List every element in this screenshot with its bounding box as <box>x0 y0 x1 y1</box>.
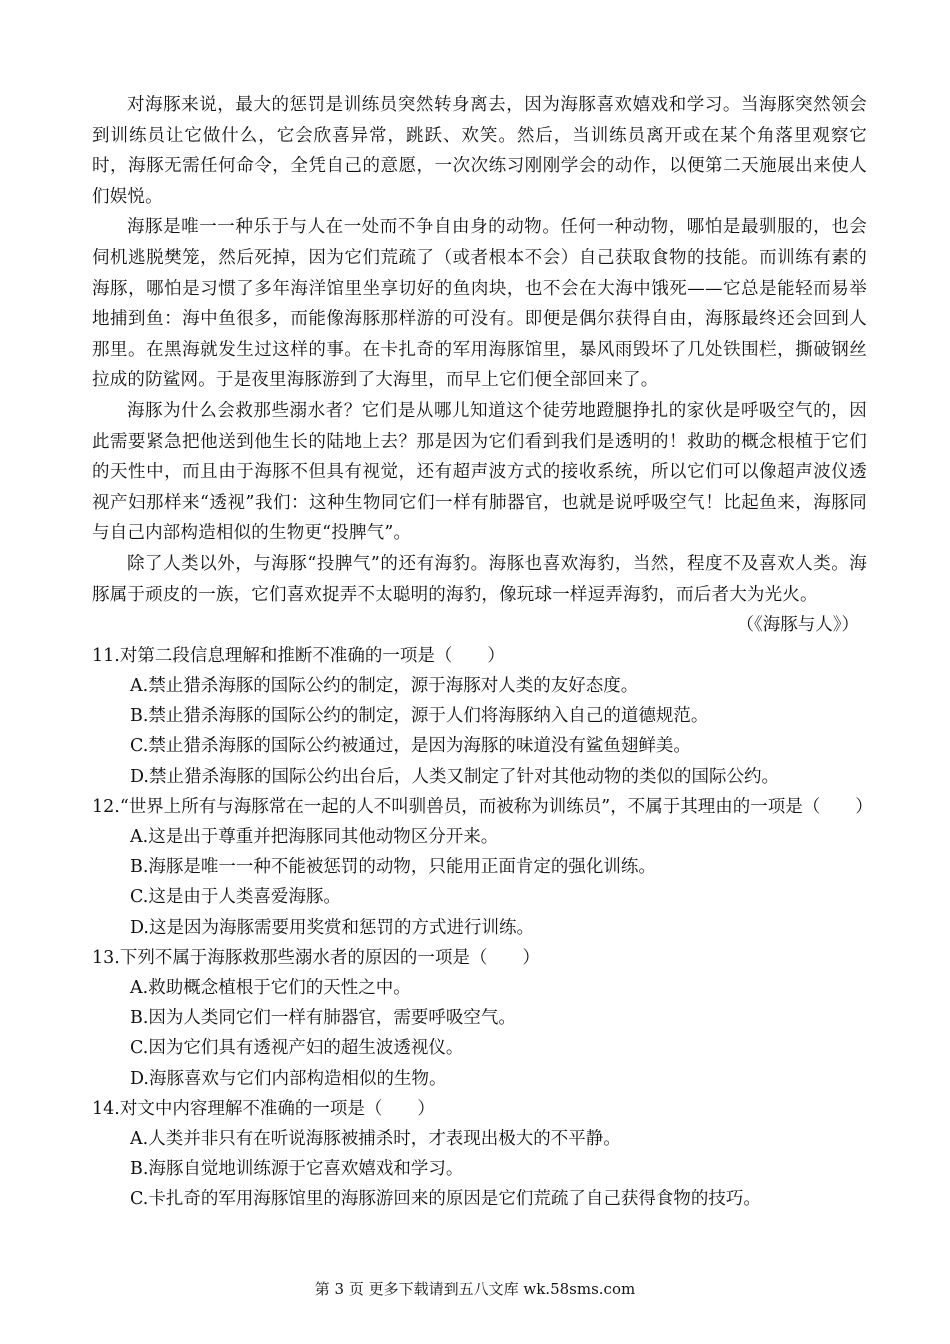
article-paragraph-2: 海豚是唯一一种乐于与人在一处而不争自由身的动物。任何一种动物，哪怕是最驯服的，也会伺机逃脱樊笼，然后死掉，因为它们荒疏了（或者根本不会）自己获取食物的技能。而训练有素的海豚，哪怕是习惯了多年海洋馆里坐享切好的鱼肉块，也不会在大海中饿死——它总是能轻而易举地捕到鱼：海中鱼很多，而能像海豚那样游的可没有。即便是偶尔获得自由，海豚最终还会回到人那里。在黑海就发生过这样的事。在卡扎奇的军用海豚馆里，暴风雨毁坏了几处铁围栏，撕破钢丝拉成的防鲨网。于是夜里海豚游到了大海里，而早上它们便全部回来了。 <box>92 217 867 391</box>
article-paragraph-1: 对海豚来说，最大的惩罚是训练员突然转身离去，因为海豚喜欢嬉戏和学习。当海豚突然领会到训练员让它做什么，它会欣喜异常，跳跃、欢笑。然后，当训练员离开或在某个角落里观察它时，海豚无需任何命令，全凭自己的意愿，一次次练习刚刚学会的动作，以便第二天施展出来使人们娱悦。 <box>92 95 867 207</box>
option-b: B.禁止猎杀海豚的国际公约的制定，源于人们将海豚纳入自己的道德规范。 <box>130 706 709 727</box>
article-paragraph-3: 海豚为什么会救那些溺水者？它们是从哪儿知道这个徒劳地蹬腿挣扎的家伙是呼吸空气的，因此需要紧急把他送到他生长的陆地上去？那是因为它们看到我们是透明的！救助的概念根植于它们的天性中，而且由于海豚不但具有视觉，还有超声波方式的接收系统，所以它们可以像超声波仪透视产妇那样来“透视”我们：这种生物同它们一样有肺器官，也就是说呼吸空气！比起鱼来，海豚同与自己内部构造相似的生物更“投脾气”。 <box>92 400 867 544</box>
option-b: B.因为人类同它们一样有肺器官，需要呼吸空气。 <box>130 1008 516 1029</box>
page-footer: 第 3 页 更多下载请到五八文库 wk.58sms.com <box>314 1280 636 1298</box>
option-c: C.卡扎奇的军用海豚馆里的海豚游回来的原因是它们荒疏了自己获得食物的技巧。 <box>130 1189 761 1210</box>
question-13 <box>92 943 867 1094</box>
question-12 <box>92 792 873 943</box>
option-d: D.这是因为海豚需要用奖赏和惩罚的方式进行训练。 <box>130 917 534 938</box>
article-source: （《海豚与人》） <box>736 615 859 636</box>
option-d: D.禁止猎杀海豚的国际公约出台后，人类又制定了针对其他动物的类似的国际公约。 <box>130 766 779 787</box>
question-stem: 12.“世界上所有与海豚常在一起的人不叫驯兽员，而被称为训练员”，不属于其理由的一项是（ ） <box>92 796 873 817</box>
option-d: D.海豚喜欢与它们内部构造相似的生物。 <box>130 1068 447 1089</box>
question-11 <box>92 641 867 792</box>
article-paragraph-4: 除了人类以外，与海豚“投脾气”的还有海豹。海豚也喜欢海豹，当然，程度不及喜欢人类。海豚属于顽皮的一族，它们喜欢捉弄不太聪明的海豹，像玩球一样逗弄海豹，而后者大为光火。 <box>92 553 867 605</box>
option-c: C.禁止猎杀海豚的国际公约被通过，是因为海豚的味道没有鲨鱼翅鲜美。 <box>130 736 691 757</box>
option-b: B.海豚是唯一一种不能被惩罚的动物，只能用正面肯定的强化训练。 <box>130 857 656 878</box>
document-body <box>92 90 873 1215</box>
question-stem: 13.下列不属于海豚救那些溺水者的原因的一项是（ ） <box>92 947 540 968</box>
option-a: A.救助概念植根于它们的天性之中。 <box>130 977 411 998</box>
option-c: C.因为它们具有透视产妇的超生波透视仪。 <box>130 1038 464 1059</box>
option-a: A.人类并非只有在听说海豚被捕杀时，才表现出极大的不平静。 <box>130 1128 621 1149</box>
option-b: B.海豚自觉地训练源于它喜欢嬉戏和学习。 <box>130 1159 464 1180</box>
question-14 <box>92 1094 867 1215</box>
question-stem: 11.对第二段信息理解和推断不准确的一项是（ ） <box>92 645 505 666</box>
question-stem: 14.对文中内容理解不准确的一项是（ ） <box>92 1098 435 1119</box>
option-a: A.这是出于尊重并把海豚同其他动物区分开来。 <box>130 826 499 847</box>
option-c: C.这是由于人类喜爱海豚。 <box>130 887 341 908</box>
option-a: A.禁止猎杀海豚的国际公约的制定，源于海豚对人类的友好态度。 <box>130 675 639 696</box>
